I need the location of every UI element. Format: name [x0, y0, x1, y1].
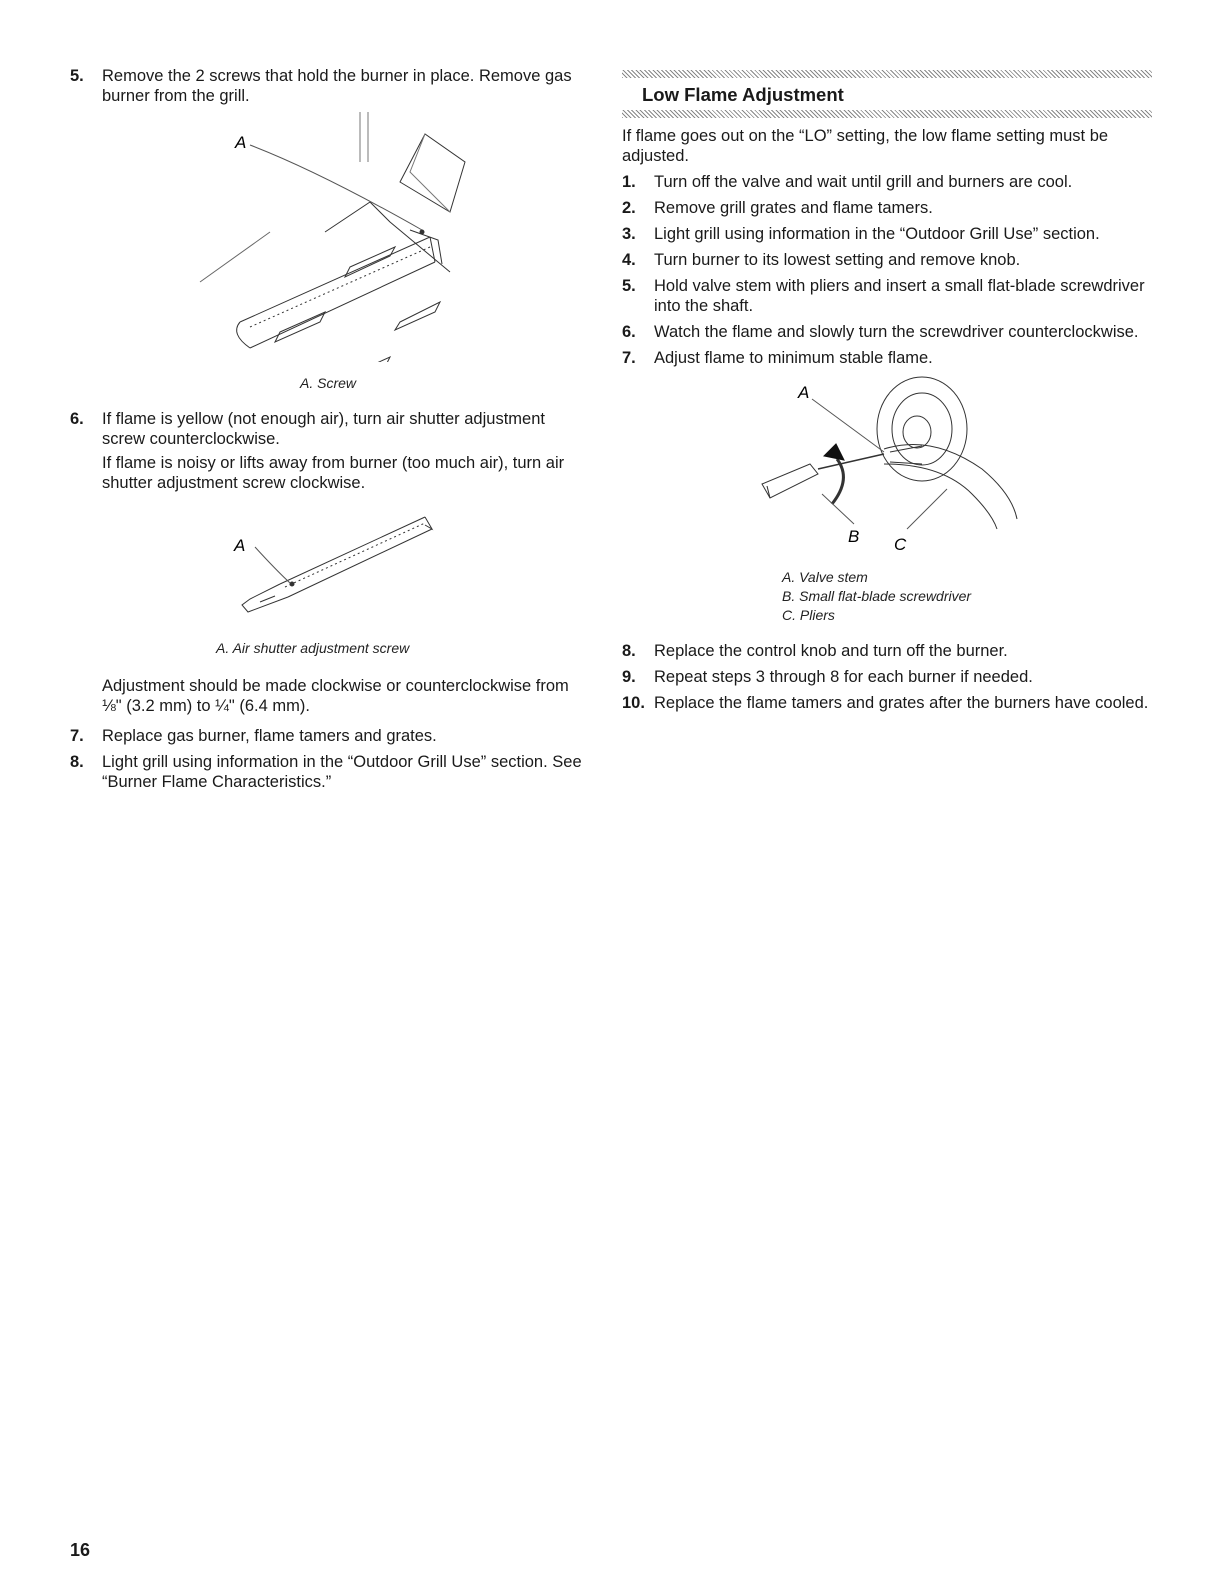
air-shutter-illustration	[70, 499, 590, 629]
valve-stem-figure	[622, 374, 1152, 564]
list-item	[622, 250, 1152, 270]
label-c: C	[894, 535, 907, 554]
step-text: Repeat steps 3 through 8 for each burner if needed.	[654, 668, 1033, 686]
step-8	[70, 752, 590, 792]
burner-screw-illustration	[70, 112, 590, 362]
right-column	[622, 70, 1152, 719]
step-text: Turn burner to its lowest setting and remove knob.	[654, 251, 1021, 269]
list-item	[622, 322, 1152, 342]
label-b: B	[848, 527, 860, 546]
list-item	[622, 348, 1152, 368]
step-text: Remove the 2 screws that hold the burner in place. Remove gas burner from the grill.	[102, 67, 572, 105]
valve-stem-illustration	[622, 374, 1152, 564]
figure-caption: A. Air shutter adjustment screw	[216, 640, 410, 656]
step-text: Hold valve stem with pliers and insert a small flat-blade screwdriver into the shaft.	[654, 277, 1145, 315]
step-number: 8.	[70, 753, 84, 771]
heading-rule-bottom	[622, 110, 1152, 118]
step-number: 2.	[622, 199, 636, 217]
step-number: 5.	[622, 277, 636, 295]
step-number: 9.	[622, 668, 636, 686]
caption-valve-stem: A. Valve stem	[782, 569, 868, 585]
step-text: Replace gas burner, flame tamers and grates.	[102, 727, 437, 745]
step-number: 6.	[70, 410, 84, 428]
label-a: A	[798, 383, 810, 402]
step-number: 8.	[622, 642, 636, 660]
step-number: 10.	[622, 694, 645, 712]
caption-pliers: C. Pliers	[782, 607, 835, 623]
step-number: 7.	[622, 349, 636, 367]
page-number: 16	[70, 1540, 91, 1560]
step-list-continued	[622, 641, 1152, 713]
step-number: 6.	[622, 323, 636, 341]
step-number: 7.	[70, 727, 84, 745]
list-item	[622, 667, 1152, 687]
adjustment-note: Adjustment should be made clockwise or counterclockwise from ⅛" (3.2 mm) to ¼" (6.4 mm).	[102, 677, 569, 715]
label-a: A	[235, 133, 247, 152]
section-heading: Low Flame Adjustment	[642, 84, 844, 105]
label-a: A	[234, 536, 246, 555]
step-5	[70, 66, 590, 106]
step-text: Watch the flame and slowly turn the screwdriver counterclockwise.	[654, 323, 1139, 341]
list-item	[622, 198, 1152, 218]
list-item	[622, 276, 1152, 316]
step-6	[70, 409, 590, 449]
step-list	[622, 172, 1152, 368]
list-item	[622, 641, 1152, 661]
intro-text: If flame goes out on the “LO” setting, the low flame setting must be adjusted.	[622, 127, 1109, 165]
list-item	[622, 172, 1152, 192]
step-number: 4.	[622, 251, 636, 269]
step-number: 1.	[622, 173, 636, 191]
step-text: Replace the flame tamers and grates after the burners have cooled.	[654, 694, 1149, 712]
step-text: Remove grill grates and flame tamers.	[654, 199, 933, 217]
caption-screwdriver: B. Small flat-blade screwdriver	[782, 588, 972, 604]
step-6-note: If flame is noisy or lifts away from burner (too much air), turn air shutter adjustment screw clockwise.	[102, 454, 565, 492]
left-column	[70, 66, 590, 798]
figure-caption: A. Screw	[300, 375, 357, 391]
burner-screw-figure	[70, 112, 590, 362]
step-text: If flame is yellow (not enough air), turn air shutter adjustment screw counterclockwise.	[102, 410, 545, 448]
list-item	[622, 224, 1152, 244]
step-text: Adjust flame to minimum stable flame.	[654, 349, 933, 367]
step-text: Light grill using information in the “Outdoor Grill Use” section. See “Burner Flame Characteristics.”	[102, 753, 582, 791]
step-text: Replace the control knob and turn off the burner.	[654, 642, 1008, 660]
step-number: 3.	[622, 225, 636, 243]
air-shutter-figure	[70, 499, 590, 629]
heading-rule-top	[622, 70, 1152, 78]
step-text: Turn off the valve and wait until grill and burners are cool.	[654, 173, 1073, 191]
figure-captions	[782, 568, 1152, 625]
step-text: Light grill using information in the “Outdoor Grill Use” section.	[654, 225, 1100, 243]
step-number: 5.	[70, 67, 84, 85]
step-7	[70, 726, 590, 746]
list-item	[622, 693, 1152, 713]
